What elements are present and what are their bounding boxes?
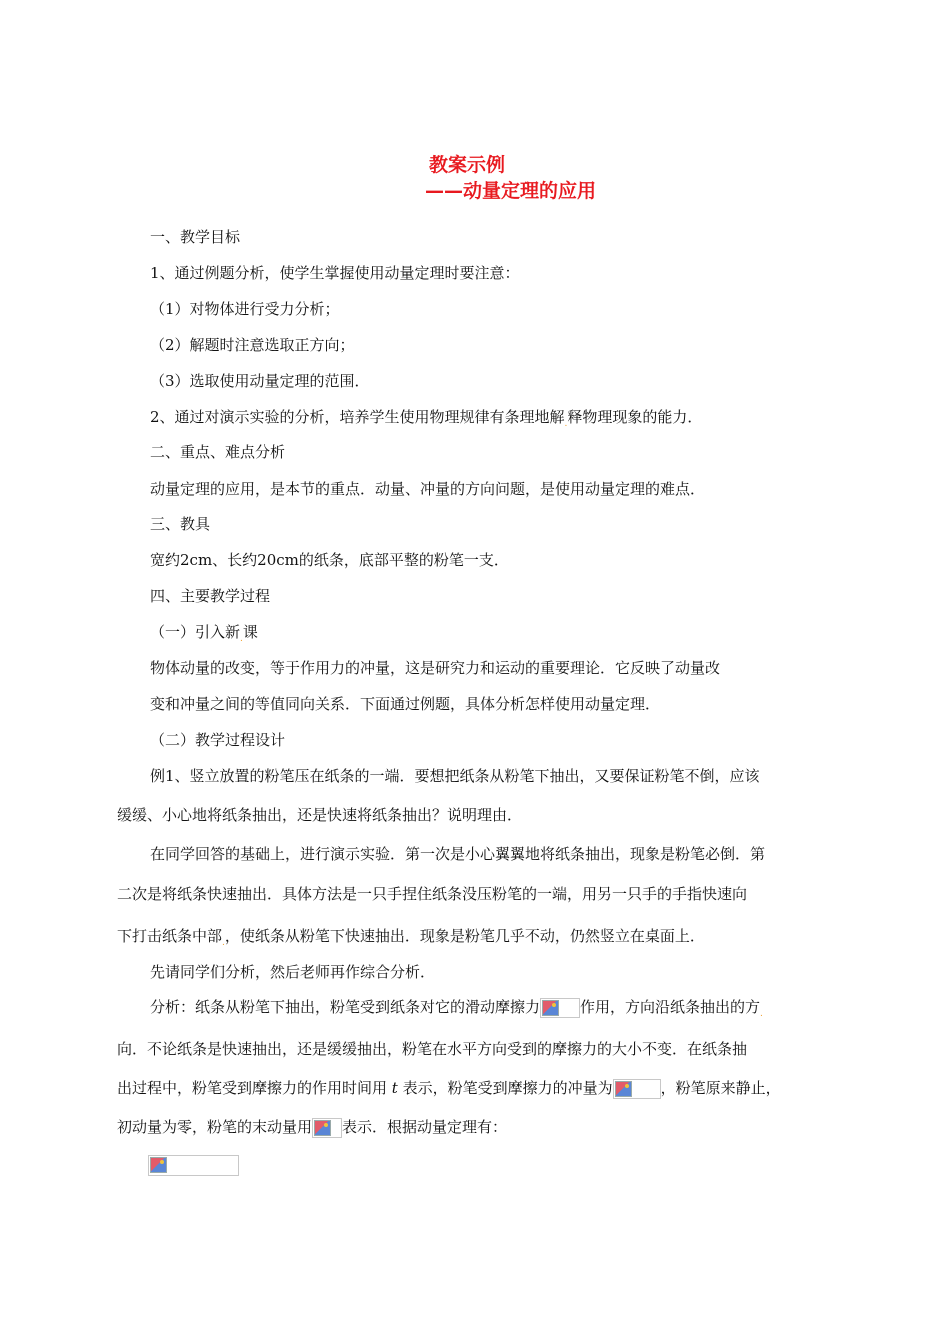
- section-heading-goals: 一、教学目标: [150, 228, 241, 246]
- demo-line-1: 在同学回答的基础上，进行演示实验．第一次是小心翼翼地将纸条抽出，现象是粉笔必倒．第: [150, 845, 766, 863]
- subsection-intro: （一）引入新$_.$课: [150, 623, 258, 644]
- goal-1: 1、通过例题分析，使学生掌握使用动量定理时要注意：: [150, 264, 520, 282]
- goal-1-item-3: （3）选取使用动量定理的范围．: [150, 372, 370, 390]
- intro-text-line-1: 物体动量的改变，等于作用力的冲量，这是研究力和运动的重要理论．它反映了动量改: [150, 659, 721, 677]
- keypoints-text: 动量定理的应用，是本节的重点．动量、冲量的方向问题，是使用动量定理的难点．: [150, 480, 706, 498]
- goal-1-item-2: （2）解题时注意选取正方向；: [150, 336, 355, 354]
- section-heading-keypoints: 二、重点、难点分析: [150, 443, 286, 461]
- goal-2: 2、通过对演示实验的分析，培养学生使用物理规律有条理地解$_.$释物理现象的能力．: [150, 408, 703, 429]
- document-subtitle: ——动量定理的应用: [425, 180, 597, 202]
- mark-dot: .: [222, 938, 225, 948]
- broken-image-icon: [542, 1000, 559, 1016]
- broken-image-icon: [314, 1120, 331, 1136]
- demo-line-3: 下打击纸条中部$_.$，使纸条从粉笔下快速抽出．现象是粉笔几乎不动，仍然竖立在桌面上．: [117, 927, 705, 948]
- mark-dot: .: [760, 1009, 763, 1019]
- formula-image-impulse: [613, 1079, 661, 1099]
- section-heading-process: 四、主要教学过程: [150, 587, 271, 605]
- question-line: 先请同学们分析，然后老师再作综合分析．: [150, 963, 436, 981]
- broken-image-icon: [615, 1081, 632, 1097]
- subsection-design: （二）教学过程设计: [150, 731, 286, 749]
- demo-line-2: 二次是将纸条快速抽出．具体方法是一只手捏住纸条没压粉笔的一端，用另一只手的手指快速向: [117, 885, 748, 903]
- mark-dot: .: [240, 634, 243, 644]
- analysis-line-1: 分析：纸条从粉笔下抽出，粉笔受到纸条对它的滑动摩擦力 作用，方向沿纸条抽出的方$_.$: [150, 998, 763, 1019]
- analysis-line-3: 出过程中，粉笔受到摩擦力的作用时间用 t 表示，粉笔受到摩擦力的冲量为 ，粉笔原来静止，: [117, 1079, 781, 1097]
- intro-text-line-2: 变和冲量之间的等值同向关系．下面通过例题，具体分析怎样使用动量定理．: [150, 695, 661, 713]
- formula-image-equation: [148, 1155, 239, 1176]
- tools-text: 宽约2cm、长约20cm的纸条，底部平整的粉笔一支．: [150, 551, 509, 569]
- analysis-line-2: 向．不论纸条是快速抽出，还是缓缓抽出，粉笔在水平方向受到的摩擦力的大小不变．在纸条抽: [117, 1040, 748, 1058]
- example-1-line-1: 例1、竖立放置的粉笔压在纸条的一端．要想把纸条从粉笔下抽出，又要保证粉笔不倒，应该: [150, 767, 760, 785]
- broken-image-icon: [150, 1157, 167, 1173]
- analysis-line-4: 初动量为零，粉笔的末动量用 表示．根据动量定理有：: [117, 1118, 508, 1136]
- formula-image-momentum: [312, 1118, 342, 1138]
- mark-dot: .: [564, 419, 568, 429]
- goal-1-item-1: （1）对物体进行受力分析；: [150, 300, 340, 318]
- document-title: 教案示例: [428, 154, 505, 176]
- example-1-line-2: 缓缓、小心地将纸条抽出，还是快速将纸条抽出？说明理由．: [117, 806, 523, 824]
- formula-image-friction: [540, 998, 580, 1018]
- section-heading-tools: 三、教具: [150, 515, 211, 533]
